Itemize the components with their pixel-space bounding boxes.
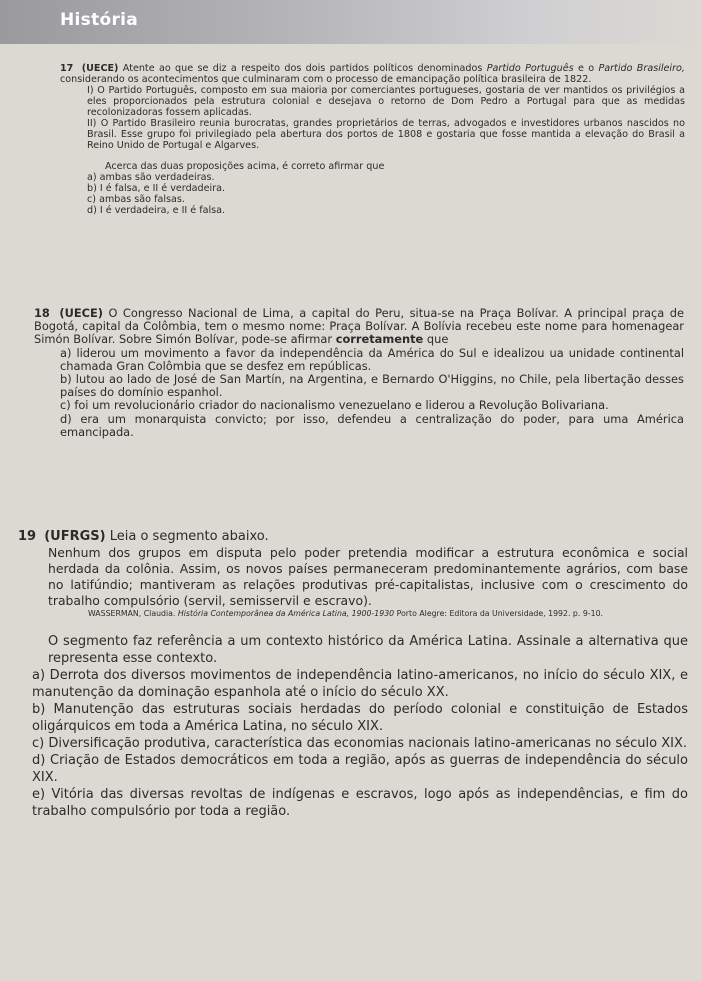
- subject-title: História: [60, 10, 139, 30]
- question-17: [60, 63, 685, 216]
- q19-option-e[interactable]: e) Vitória das diversas revoltas de indígenas e escravos, logo após as independências, e fim do trabalho compulsório por toda a região.: [32, 787, 688, 819]
- q19-stem-text: Leia o segmento abaixo.: [109, 529, 269, 544]
- q17-option-a[interactable]: a) ambas são verdadeiras.: [87, 172, 215, 183]
- q18-option-c[interactable]: c) foi um revolucionário criador do nacionalismo venezuelano e liderou a Revolução Bolivariana.: [60, 398, 609, 413]
- q18-stem-end: que: [426, 332, 449, 347]
- q19-reference: [18, 609, 688, 619]
- question-18: [34, 307, 684, 439]
- q18-option-a[interactable]: a) liderou um movimento a favor da independência da América do Sul e idealizou ua unidade continental chamada Gran Colômbia que se desfez em repúblicas.: [60, 345, 684, 373]
- q19-option-b[interactable]: b) Manutenção das estruturas sociais herdadas do período colonial e constituição de Estados oligárquicos em toda a América Latina, no século XIX.: [32, 702, 688, 734]
- q19-quote: Nenhum dos grupos em disputa pelo poder pretendia modificar a estrutura econômica e social herdada da colônia. Assim, os novos países permaneceram predominantemente agrários, com base no latifúndio; mantiveram as relações produtivas pré-capitalistas, inclusive com o crescimento do trabalho compulsório (servil, semisservil e escravo).: [48, 545, 688, 608]
- q19-stem: [18, 528, 688, 545]
- q17-number: 17: [60, 63, 74, 74]
- q18-source: (UECE): [59, 306, 103, 320]
- q19-option-d[interactable]: d) Criação de Estados democráticos em toda a região, após as guerras de independência do século XIX.: [32, 753, 688, 785]
- q18-stem: [34, 307, 684, 347]
- q19-source: (UFRGS): [44, 529, 106, 544]
- q17-option-d[interactable]: d) I é verdadeira, e II é falsa.: [87, 205, 226, 216]
- q18-stem-bold: corretamente: [335, 332, 424, 347]
- q17-source: (UECE): [81, 63, 119, 74]
- question-19: [18, 528, 688, 820]
- q19-option-a[interactable]: a) Derrota dos diversos movimentos de independência latino-americanos, no início do século XIX, e manutenção da dominação espanhola até o início do século XX.: [32, 668, 688, 700]
- q17-question: Acerca das duas proposições acima, é correto afirmar que: [105, 161, 385, 172]
- q18-option-b[interactable]: b) lutou ao lado de José de San Martín, na Argentina, e Bernardo O'Higgins, no Chile, pela libertação desses países do domínio espanhol.: [60, 372, 684, 400]
- q19-number: 19: [18, 529, 37, 544]
- q18-stem-text: O Congresso Nacional de Lima, a capital do Peru, situa-se na Praça Bolívar. A principal praça de Bogotá, capital da Colômbia, tem o mesmo nome: Praça Bolívar. A Bolívia recebeu este nome para homenagear Simón Bolívar. Sobre Simón Bolívar, pode-se afirmar: [34, 306, 684, 347]
- q19-ref-author: WASSERMAN, Claudia.: [88, 609, 176, 618]
- q19-option-c[interactable]: c) Diversificação produtiva, característica das economias nacionais latino-americanas no século XIX.: [32, 736, 688, 751]
- q18-number: 18: [34, 306, 50, 320]
- q17-stem-italic2: Partido Brasileiro,: [598, 63, 685, 74]
- q19-ref-rest: Porto Alegre: Editora da Universidade, 1992. p. 9-10.: [396, 609, 604, 618]
- q18-option-d[interactable]: d) era um monarquista convicto; por isso, defendeu a centralização do poder, para uma América emancipada.: [60, 411, 684, 439]
- q17-stem: [60, 63, 685, 85]
- q17-proposition-2: II) O Partido Brasileiro reunia burocratas, grandes proprietários de terras, advogados e investidores urbanos nascidos no Brasil. Esse grupo foi privilegiado pela abertura dos portos de 1808 e gostaria que fosse mantida a elevação do Brasil a Reino Unido de Portugal e Algarves.: [87, 118, 685, 151]
- q17-stem-c: considerando os acontecimentos que culminaram com o processo de emancipação política brasileira de 1822.: [60, 74, 592, 85]
- q17-stem-italic1: Partido Português: [486, 63, 574, 74]
- q17-option-b[interactable]: b) I é falsa, e II é verdadeira.: [87, 183, 226, 194]
- q17-option-c[interactable]: c) ambas são falsas.: [87, 194, 185, 205]
- q19-question: O segmento faz referência a um contexto histórico da América Latina. Assinale a alternativa que representa esse contexto.: [48, 634, 688, 666]
- q17-stem-b: e o: [577, 63, 595, 74]
- q17-stem-a: Atente ao que se diz a respeito dos dois partidos políticos denominados: [122, 63, 483, 74]
- q19-ref-title: História Contemporânea da América Latina, 1900-1930: [177, 609, 395, 618]
- q17-proposition-1: I) O Partido Português, composto em sua maioria por comerciantes portugueses, gostaria de ver mantidos os privilégios a eles proporcionados pela estrutura colonial e desejava o retorno de Dom Pedro a Portugal para que as medidas recolonizadoras fossem aplicadas.: [87, 85, 685, 118]
